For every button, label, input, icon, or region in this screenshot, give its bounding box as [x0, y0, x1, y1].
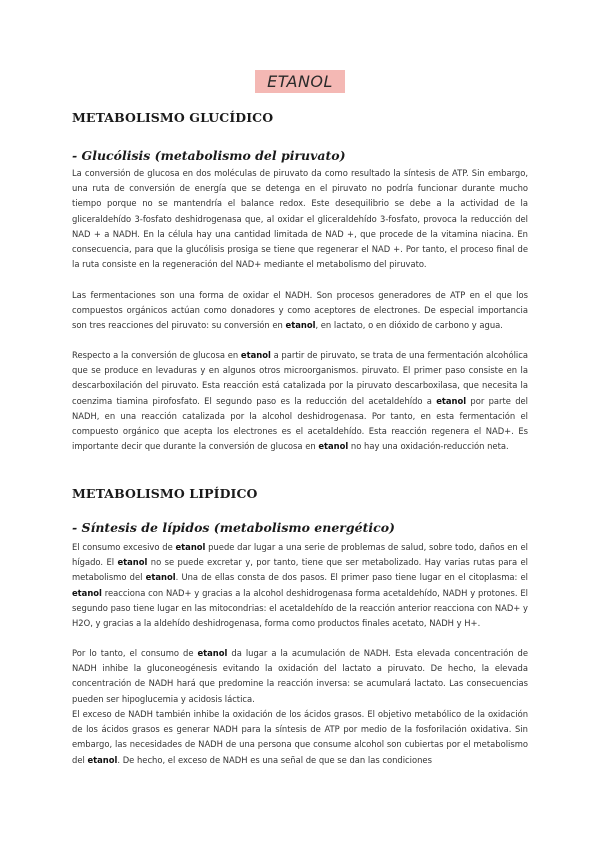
keyword-etanol: etanol: [117, 557, 148, 568]
text: no hay una oxidación-reducción neta.: [348, 441, 509, 452]
title-container: [0, 70, 600, 93]
keyword-etanol: etanol: [436, 395, 467, 406]
keyword-etanol: etanol: [197, 648, 228, 658]
subheading-glucolisis: - Glucólisis (metabolismo del piruvato): [72, 148, 346, 163]
text: , en lactato, o en dióxido de carbono y agua.: [315, 320, 503, 331]
document-title: ETANOL: [255, 70, 345, 93]
text: Respecto a la conversión de glucosa en: [72, 350, 241, 360]
section-heading-lipidico: METABOLISMO LIPÍDICO: [72, 486, 258, 501]
text: puede dar lugar a una serie de problemas de salud, sobre todo, daños en el hígado. El: [72, 542, 528, 568]
keyword-etanol: etanol: [87, 754, 118, 765]
paragraph-exceso-nadh: [72, 707, 528, 768]
paragraph-conversion-etanol: [72, 348, 528, 454]
keyword-etanol: etanol: [318, 441, 349, 452]
text: da lugar a la acumulación de NADH. Esta elevada concentración de NADH inhibe la gluconeogénesis evitando la oxidación del lactato a piruvato. De hecho, la elevada concentración de NADH hará que predomine la reacción inversa: se acumulará lactato. Las consecuencias pueden ser hipoglucemia y acidosis láctica.: [72, 648, 528, 704]
paragraph-fermentaciones: [72, 288, 528, 334]
text: a partir de piruvato, se trata de una fermentación alcohólica que se produce en levaduras y en algunos otros microorganismos. piruvato. El primer paso consiste en la descarboxilación del piruvato. Esta reacción está catalizada por la piruvato descarboxilasa, que necesita la coenzima tiamina pirofosfato. El segundo paso es la reducción del acetaldehído a: [72, 350, 528, 406]
keyword-etanol: etanol: [175, 542, 206, 552]
text: Las fermentaciones son una forma de oxidar el NADH. Son procesos generadores de ATP en el que los compuestos orgánicos actúan como donadores y como aceptores de electrones. De especial importancia son tres reacciones del piruvato: su conversión en: [72, 290, 528, 331]
keyword-etanol: etanol: [240, 350, 271, 360]
paragraph-consumo-etanol: [72, 540, 528, 631]
keyword-etanol: etanol: [285, 320, 316, 331]
keyword-etanol: etanol: [145, 572, 176, 583]
text: por parte del NADH, en una reacción catalizada por la alcohol deshidrogenasa. Por tanto, en esta fermentación el compuesto orgánico que acepta los electrones es el acetaldehído. Esta reacción regenera el NAD+. Es importante decir que durante la conversión de glucosa en: [72, 395, 528, 452]
text: Por lo tanto, el consumo de: [72, 648, 198, 658]
text: El consumo excesivo de: [72, 542, 176, 552]
text: no se puede excretar y, por tanto, tiene que ser metabolizado. Hay varias rutas para el metabolismo del: [72, 557, 529, 583]
text: El exceso de NADH también inhibe la oxidación de los ácidos grasos. El objetivo metabólico de la oxidación de los ácidos grasos es generar NADH para la síntesis de ATP por medio de la fosforilación oxidativa. Sin embargo, las necesidades de NADH de una persona que consume alcohol son cubiertas por el metabolismo del: [72, 709, 528, 765]
subheading-sintesis-lipidos: - Síntesis de lípidos (metabolismo energético): [72, 520, 395, 535]
paragraph-glucolisis-1: La conversión de glucosa en dos moléculas de piruvato da como resultado la síntesis de ATP. Sin embargo, una ruta de conversión de energía que se detenga en el piruvato no podría funcionar durante mucho tiempo porque no se mantendría el balance redox. Este desequilibrio se debe a la actividad de la gliceraldehído 3-fosfato deshidrogenasa que, al oxidar el gliceraldehído 3-fosfato, provoca la reducción del NAD + a NADH. En la célula hay una cantidad limitada de NAD +, que procede de la vitamina niacina. En consecuencia, para que la glucólisis prosiga se tiene que regenerar el NAD +. Por tanto, el proceso final de la ruta consiste en la regeneración del NAD+ mediante el metabolismo del piruvato.: [72, 168, 528, 270]
text: . Una de ellas consta de dos pasos. El primer paso tiene lugar en el citoplasma: el: [175, 572, 528, 583]
keyword-etanol: etanol: [72, 587, 102, 598]
paragraph-acumulacion-nadh: [72, 646, 528, 707]
text: reacciona con NAD+ y gracias a la alcohol deshidrogenasa forma acetaldehído, NADH y protones. El segundo paso tiene lugar en las mitocondrias: el acetaldehído de la reacción anterior reacciona con NAD+ y H2O, y gracias a la aldehído deshidrogenasa, forma como productos finales acetato, NADH y H+.: [72, 587, 528, 629]
text: . De hecho, el exceso de NADH es una señal de que se dan las condiciones: [117, 754, 432, 765]
section-heading-glucidico: METABOLISMO GLUCÍDICO: [72, 110, 274, 125]
